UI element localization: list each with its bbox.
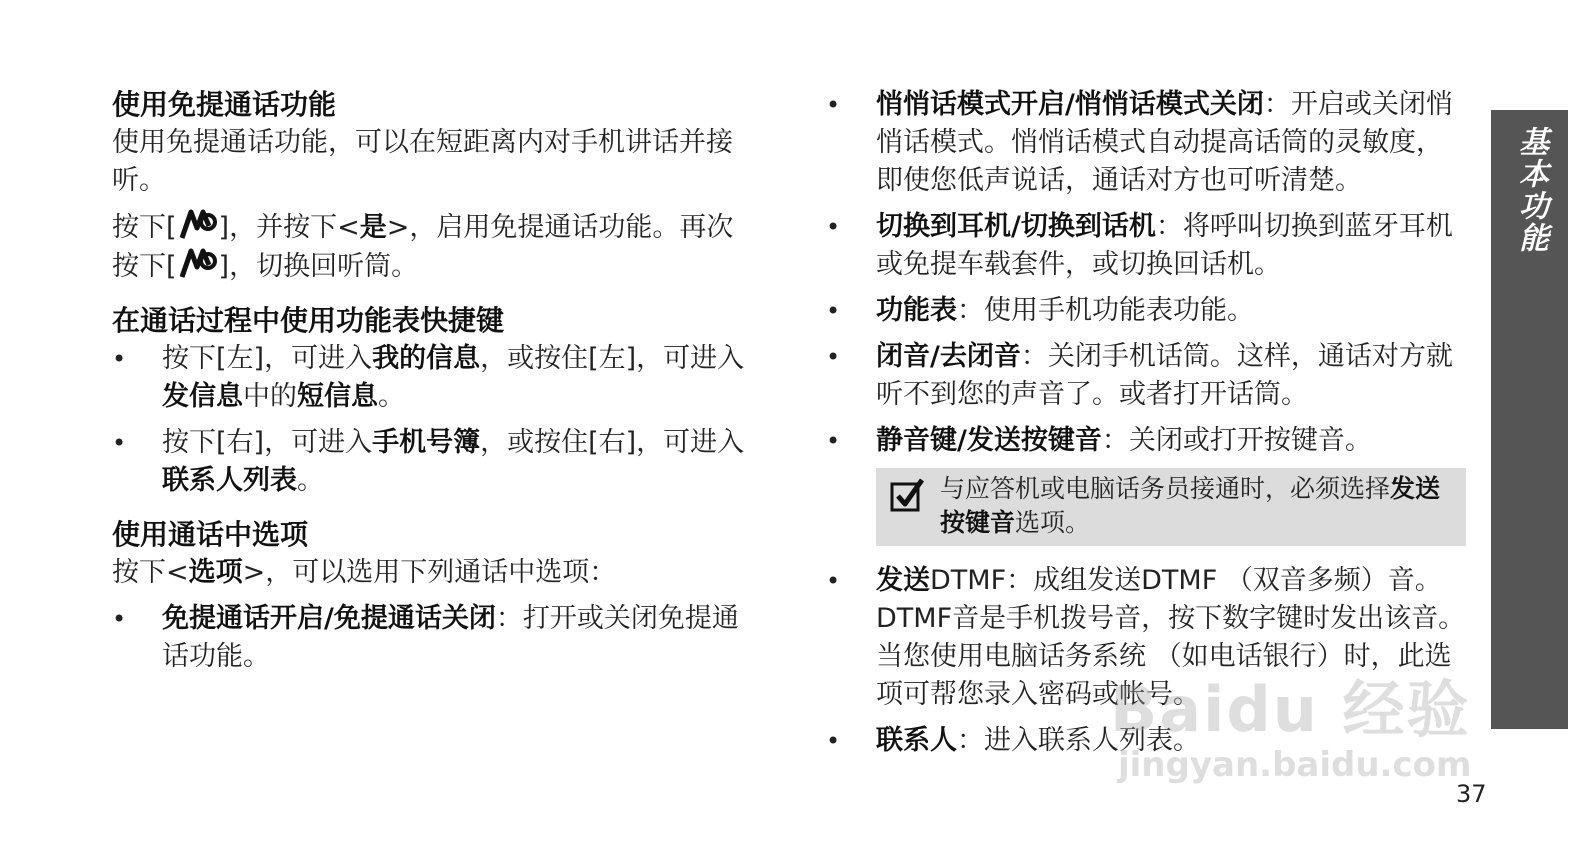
list-item: • 发送DTMF：成组发送DTMF （双音多频）音。 DTMF音是手机拨号音，按下数字键时发出该音。当您使用电脑话务系统 （如电话银行）时，此选项可帮您录入密码或帐号。 — [826, 562, 1466, 714]
chapter-side-tab-label: 基本功能 — [1513, 126, 1548, 254]
speakerphone-key-icon — [179, 247, 217, 279]
speakerphone-key-icon — [179, 208, 217, 240]
list-item: • 功能表：使用手机功能表功能。 — [826, 292, 1466, 330]
section-title-shortcuts: 在通话过程中使用功能表快捷键 — [112, 304, 505, 337]
list-item: • 悄悄话模式开启/悄悄话模式关闭：开启或关闭悄悄话模式。悄悄话模式自动提高话筒的灵敏度，即使您低声说话，通话对方也可听清楚。 — [826, 86, 1466, 200]
page-number: 37 — [1456, 780, 1487, 808]
list-item: • 按下[左]，可进入我的信息，或按住[左]，可进入发信息中的短信息。 — [112, 340, 752, 416]
watermark-url: jingyan.baidu.com — [1118, 745, 1472, 785]
handsfree-instructions: 按下[ ]，并按下<是>，启用免提通话功能。再次按下[ ]，切换回听筒。 — [112, 208, 752, 286]
list-item: • 联系人：进入联系人列表。 — [826, 722, 1466, 760]
list-item: • 按下[右]，可进入手机号簿，或按住[右]，可进入联系人列表。 — [112, 424, 752, 500]
list-item: • 切换到耳机/切换到话机：将呼叫切换到蓝牙耳机或免提车载套件，或切换回话机。 — [826, 208, 1466, 284]
section-title-handsfree: 使用免提通话功能 — [112, 88, 337, 121]
bullet-dot: • — [112, 605, 127, 633]
bullet-dot: • — [112, 345, 127, 373]
baidu-watermark — [1110, 660, 1471, 785]
bullet-dot: • — [112, 429, 127, 457]
watermark-logo: Baidu 经验 — [1110, 673, 1471, 746]
handsfree-intro: 使用免提通话功能，可以在短距离内对手机讲话并接听。 — [112, 127, 733, 196]
call-options-intro: 按下<选项>，可以选用下列通话中选项： — [112, 557, 617, 588]
bullet-dot: • — [826, 567, 841, 595]
note-box: 与应答机或电脑话务员接通时，必须选择发送按键音选项。 — [876, 468, 1466, 546]
bullet-dot: • — [826, 727, 841, 755]
bullet-dot: • — [826, 427, 841, 455]
list-item: • 免提通话开启/免提通话关闭：打开或关闭免提通话功能。 — [112, 600, 752, 676]
right-column — [826, 86, 1466, 760]
checkbox-note-icon — [890, 478, 924, 512]
left-column — [112, 86, 752, 676]
bullet-dot: • — [826, 91, 841, 119]
list-item: • 静音键/发送按键音：关闭或打开按键音。 — [826, 422, 1466, 460]
section-title-call-options: 使用通话中选项 — [112, 518, 309, 551]
list-item: • 闭音/去闭音：关闭手机话筒。这样，通话对方就听不到您的声音了。或者打开话筒。 — [826, 338, 1466, 414]
bullet-dot: • — [826, 213, 841, 241]
bullet-dot: • — [826, 343, 841, 371]
bullet-dot: • — [826, 297, 841, 325]
